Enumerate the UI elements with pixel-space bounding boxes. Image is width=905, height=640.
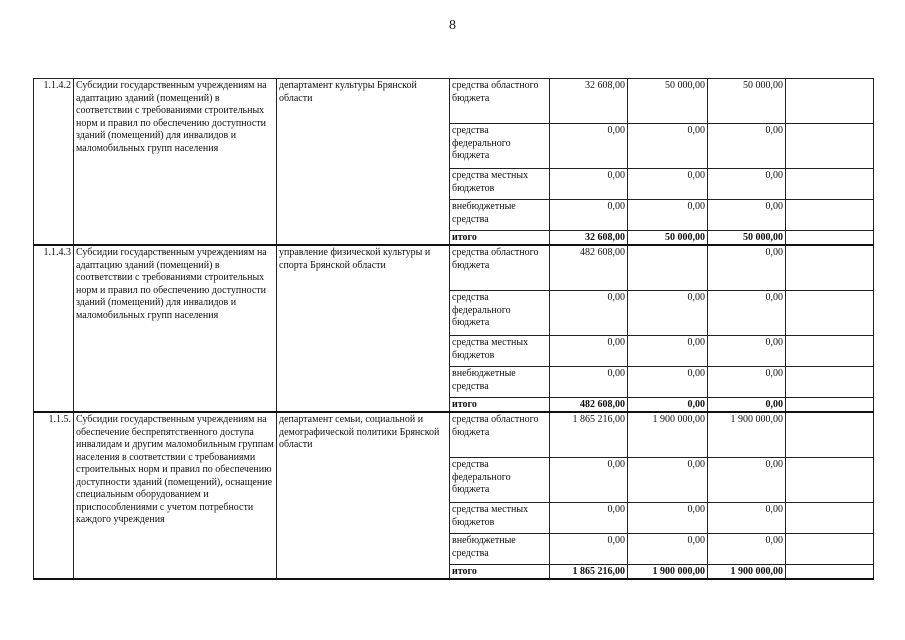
amount-year-2: 0,00: [628, 534, 708, 565]
empty-cell: [786, 534, 874, 565]
empty-cell: [786, 169, 874, 200]
amount-year-3: 0,00: [708, 200, 786, 231]
amount-year-1: 482 608,00: [550, 398, 628, 413]
amount-year-3: 0,00: [708, 124, 786, 169]
budget-table: [33, 78, 874, 580]
empty-cell: [786, 412, 874, 458]
amount-year-1: 32 608,00: [550, 231, 628, 246]
section-executor: департамент культуры Брянской области: [277, 79, 450, 246]
funding-source-label: внебюджетные средства: [450, 367, 550, 398]
amount-year-3: 0,00: [708, 245, 786, 291]
funding-source-label: внебюджетные средства: [450, 534, 550, 565]
empty-cell: [786, 79, 874, 124]
empty-cell: [786, 231, 874, 246]
funding-source-label: итого: [450, 398, 550, 413]
amount-year-2: 0,00: [628, 503, 708, 534]
amount-year-2: 0,00: [628, 124, 708, 169]
section-code: 1.1.4.2: [34, 79, 74, 246]
amount-year-2: 0,00: [628, 169, 708, 200]
section-code: 1.1.5.: [34, 412, 74, 579]
amount-year-1: 0,00: [550, 458, 628, 503]
amount-year-1: 0,00: [550, 291, 628, 336]
amount-year-2: 0,00: [628, 336, 708, 367]
empty-cell: [786, 291, 874, 336]
funding-source-label: средства областного бюджета: [450, 79, 550, 124]
amount-year-1: 0,00: [550, 336, 628, 367]
table-row: [34, 79, 874, 124]
empty-cell: [786, 503, 874, 534]
amount-year-1: 0,00: [550, 534, 628, 565]
funding-source-label: средства федерального бюджета: [450, 124, 550, 169]
amount-year-2: 0,00: [628, 367, 708, 398]
amount-year-3: 1 900 000,00: [708, 565, 786, 580]
amount-year-1: 482 608,00: [550, 245, 628, 291]
empty-cell: [786, 124, 874, 169]
funding-source-label: средства федерального бюджета: [450, 458, 550, 503]
funding-source-label: итого: [450, 231, 550, 246]
empty-cell: [786, 336, 874, 367]
amount-year-3: 0,00: [708, 534, 786, 565]
funding-source-label: средства областного бюджета: [450, 245, 550, 291]
funding-source-label: внебюджетные средства: [450, 200, 550, 231]
amount-year-3: 50 000,00: [708, 231, 786, 246]
amount-year-3: 0,00: [708, 169, 786, 200]
amount-year-2: 0,00: [628, 458, 708, 503]
amount-year-3: 1 900 000,00: [708, 412, 786, 458]
amount-year-2: 50 000,00: [628, 231, 708, 246]
table-row: [34, 245, 874, 291]
funding-source-label: средства местных бюджетов: [450, 169, 550, 200]
amount-year-1: 1 865 216,00: [550, 565, 628, 580]
table-row: [34, 412, 874, 458]
amount-year-1: 0,00: [550, 503, 628, 534]
amount-year-3: 0,00: [708, 367, 786, 398]
empty-cell: [786, 200, 874, 231]
amount-year-2: 0,00: [628, 200, 708, 231]
amount-year-1: 0,00: [550, 367, 628, 398]
amount-year-3: 0,00: [708, 291, 786, 336]
amount-year-2: [628, 245, 708, 291]
amount-year-3: 50 000,00: [708, 79, 786, 124]
section-description: Субсидии государственным учреждениям на адаптацию зданий (помещений) в соответствии с требованиями строительных норм и правил по обеспечению доступности зданий (помещений) для инвалидов и маломобильных групп населения: [74, 79, 277, 246]
amount-year-1: 0,00: [550, 200, 628, 231]
section-executor: департамент семьи, социальной и демографической политики Брянской области: [277, 412, 450, 579]
empty-cell: [786, 565, 874, 580]
amount-year-2: 0,00: [628, 291, 708, 336]
amount-year-1: 0,00: [550, 169, 628, 200]
section-description: Субсидии государственным учреждениям на обеспечение беспрепятственного доступа инвалидам и другим маломобильным группам населения в соответствии с требованиями строительных норм и правил по обеспечению доступности зданий (помещений), оснащение специальным оборудованием и приспособлениями с учетом потребности каждого учреждения: [74, 412, 277, 579]
funding-source-label: средства местных бюджетов: [450, 503, 550, 534]
section-executor: управление физической культуры и спорта Брянской области: [277, 245, 450, 412]
funding-source-label: средства федерального бюджета: [450, 291, 550, 336]
amount-year-1: 32 608,00: [550, 79, 628, 124]
amount-year-2: 50 000,00: [628, 79, 708, 124]
empty-cell: [786, 245, 874, 291]
amount-year-1: 1 865 216,00: [550, 412, 628, 458]
empty-cell: [786, 398, 874, 413]
amount-year-3: 0,00: [708, 398, 786, 413]
amount-year-1: 0,00: [550, 124, 628, 169]
amount-year-2: 0,00: [628, 398, 708, 413]
funding-source-label: средства областного бюджета: [450, 412, 550, 458]
amount-year-3: 0,00: [708, 458, 786, 503]
amount-year-3: 0,00: [708, 336, 786, 367]
amount-year-3: 0,00: [708, 503, 786, 534]
empty-cell: [786, 458, 874, 503]
amount-year-2: 1 900 000,00: [628, 565, 708, 580]
section-description: Субсидии государственным учреждениям на адаптацию зданий (помещений) в соответствии с требованиями строительных норм и правил по обеспечению доступности зданий (помещений) для инвалидов и маломобильных групп населения: [74, 245, 277, 412]
empty-cell: [786, 367, 874, 398]
funding-source-label: средства местных бюджетов: [450, 336, 550, 367]
page-number: 8: [449, 18, 456, 33]
funding-source-label: итого: [450, 565, 550, 580]
amount-year-2: 1 900 000,00: [628, 412, 708, 458]
section-code: 1.1.4.3: [34, 245, 74, 412]
